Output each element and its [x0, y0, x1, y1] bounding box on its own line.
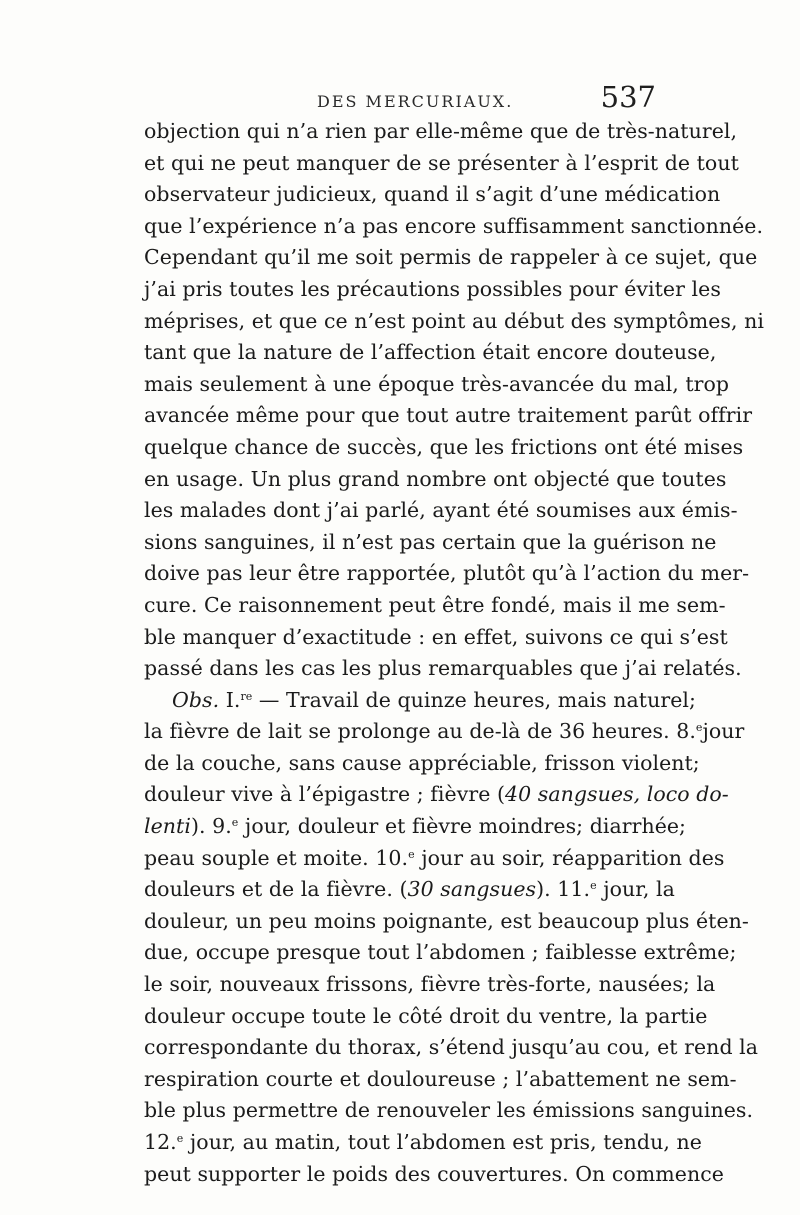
- observation-line-text: la fièvre de lait se prolonge au de-là de 36 heures. 8.: [144, 719, 696, 744]
- observation-line-text: jour, au matin, tout l’abdomen est pris, tendu, ne: [183, 1130, 702, 1154]
- ordinal-sup: e: [695, 721, 703, 735]
- observation-number: I.: [225, 687, 241, 712]
- observation-line-text: jour, douleur et fièvre moindres; diarrhée;: [238, 814, 687, 839]
- observation-number-sup: re: [240, 689, 253, 703]
- observation-line: ble plus permettre de renouveler les émissions sanguines.: [144, 1098, 754, 1123]
- text-line: avancée même pour que tout autre traitement parût offrir: [144, 403, 753, 428]
- observation-line-text: — Travail de quinze heures, mais naturel;: [252, 687, 696, 712]
- observation-line-text: jour au soir, réapparition des: [414, 845, 725, 870]
- observation-line: due, occupe presque tout l’abdomen ; faiblesse extrême;: [144, 940, 737, 965]
- observation-line: [144, 779, 729, 811]
- running-head: [142, 80, 656, 120]
- observation-line-text: 12.: [144, 1130, 177, 1154]
- text-line: sions sanguines, il n’est pas certain que la guérison ne: [144, 529, 717, 554]
- observation-line-text: ). 9.: [190, 814, 232, 839]
- observation-line-text: ). 11.: [536, 877, 591, 902]
- text-line: ble manquer d’exactitude : en effet, suivons ce qui s’est: [144, 624, 728, 649]
- observation-line: [144, 716, 745, 748]
- observation-heading-line: [144, 685, 696, 717]
- observation-line: respiration courte et douloureuse ; l’abattement ne sem-: [144, 1066, 737, 1091]
- text-line: cure. Ce raisonnement peut être fondé, mais il me sem-: [144, 592, 726, 617]
- observation-line-text: jour, la: [596, 877, 675, 902]
- text-line: doive pas leur être rapportée, plutôt qu’à l’action du mer-: [144, 561, 750, 586]
- observation-line: douleur occupe toute le côté droit du ventre, la partie: [144, 1003, 708, 1028]
- running-title: DES MERCURIAUX.: [317, 92, 514, 111]
- text-line: et qui ne peut manquer de se présenter à l’esprit de tout: [144, 150, 739, 175]
- text-line: les malades dont j’ai parlé, ayant été soumises aux émis-: [144, 498, 738, 523]
- ordinal-sup: e: [231, 816, 239, 830]
- page-number: 537: [600, 80, 656, 114]
- ordinal-sup: e: [590, 879, 597, 893]
- observation-line: de la couche, sans cause appréciable, frisson violent;: [144, 750, 700, 775]
- text-line: quelque chance de succès, que les frictions ont été mises: [144, 434, 744, 459]
- observation-line-text: douleur vive à l’épigastre ; fièvre (: [144, 782, 505, 807]
- italic-text: lenti: [144, 814, 191, 839]
- observation-line: le soir, nouveaux frissons, fièvre très-forte, nausées; la: [144, 972, 716, 997]
- text-line: mais seulement à une époque très-avancée du mal, trop: [144, 371, 730, 396]
- text-line: tant que la nature de l’affection était encore douteuse,: [144, 340, 717, 365]
- ordinal-sup: e: [408, 847, 415, 861]
- text-line: en usage. Un plus grand nombre ont objecté que toutes: [144, 466, 727, 491]
- observation-line: [144, 1127, 702, 1159]
- italic-text: 40 sangsues, loco do-: [505, 782, 729, 807]
- observation-label: Obs.: [172, 687, 220, 712]
- text-line: que l’expérience n’a pas encore suffisamment sanctionnée.: [144, 213, 764, 238]
- text-line: méprises, et que ce n’est point au début des symptômes, ni: [144, 308, 764, 333]
- observation-line: correspondante du thorax, s’étend jusqu’au cou, et rend la: [144, 1035, 759, 1060]
- text-line: objection qui n’a rien par elle-même que de très-naturel,: [144, 119, 738, 143]
- observation-line: peut supporter le poids des couvertures. On commence: [144, 1161, 724, 1186]
- italic-text: 30 sangsues: [407, 877, 537, 902]
- text-line: j’ai pris toutes les précautions possibles pour éviter les: [144, 276, 721, 301]
- observation-line: [144, 811, 687, 843]
- observation-line-text: jour: [702, 719, 745, 744]
- text-line: Cependant qu’il me soit permis de rappeler à ce sujet, que: [144, 245, 758, 270]
- observation-line: douleur, un peu moins poignante, est beaucoup plus éten-: [144, 908, 749, 933]
- body-text: [144, 116, 764, 1190]
- text-line: passé dans les cas les plus remarquables que j’ai relatés.: [144, 656, 742, 681]
- observation-line-text: peau souple et moite. 10.: [144, 845, 409, 870]
- observation-line-text: douleurs et de la fièvre. (: [144, 877, 408, 902]
- ordinal-sup: e: [176, 1132, 184, 1145]
- text-line: observateur judicieux, quand il s’agit d’une médication: [144, 182, 721, 207]
- observation-line: [144, 843, 725, 875]
- observation-line: [144, 874, 675, 906]
